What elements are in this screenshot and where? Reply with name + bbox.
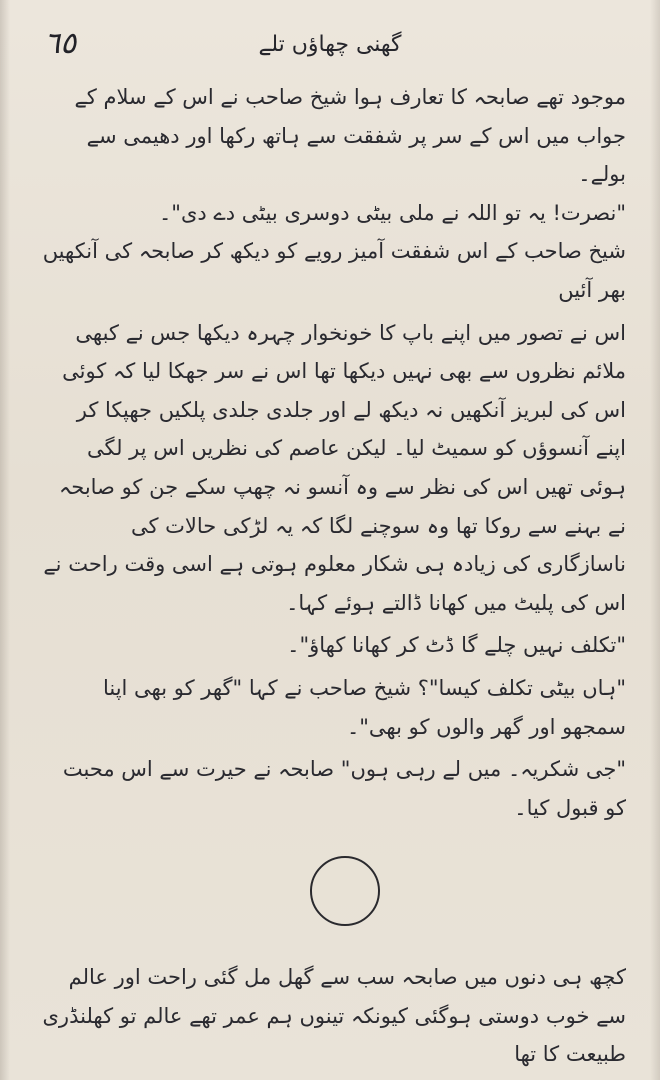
paragraph-introduction: موجود تھے صابحہ کا تعارف ہوا شیخ صاحب نے اس کے سلام کے جواب میں اس کے سر پر شفقت سے ہاتھ رکھا اور دھیمی سے بولے۔ [74,85,626,187]
bottom-text [40,958,626,1074]
running-head-title: گھنی چھاؤں تلے [258,32,402,57]
page-number: ٦٥ [44,26,77,61]
paragraph-friendship: کچھ ہی دنوں میں صابحہ سب سے گھل مل گئی راحت اور عالم سے خوب دوستی ہوگئی کیونکہ تینوں ہم عمر تھے عالم تو کھلنڈری طبیعت کا تھا [42,965,626,1067]
page-left-edge-shadow [0,0,10,1080]
section-break-circle [310,856,380,926]
paragraph-thanks: "جی شکریہ۔ میں لے رہی ہوں" صابحہ نے حیرت سے اس محبت کو قبول کیا۔ [62,757,626,820]
paragraph-no-formality: "تکلف نہیں چلے گا ڈٹ کر کھانا کھاؤ"۔ [287,633,626,658]
paragraph-tears: شیخ صاحب کے اس شفقت آمیز رویے کو دیکھ کر صابحہ کی آنکھیں بھر آئیں [42,239,626,302]
paragraph-father-memory: اس نے تصور میں اپنے باپ کا خونخوار چہرہ دیکھا جس نے کبھی ملائم نظروں سے بھی نہیں دیکھا تھا اس نے سر جھکا لیا کہ کوئی اس کی لبریز آنکھیں نہ دیکھ لے اور جلدی جلدی پلکیں جھپکا کر اپنے آنسوؤں کو سمیٹ لیا۔ لیکن عاصم کی نظریں اس پر لگی ہوئی تھیں اس کی نظر سے وہ آنسو نہ چھپ سکے جن کو صابحہ نے بہنے سے روکا تھا وہ سوچنے لگا کہ یہ لڑکی حالات کی ناسازگاری کی زیادہ ہی شکار معلوم ہوتی ہے اسی وقت راحت نے اس کی پلیٹ میں کھانا ڈالتے ہوئے کہا۔ [43,320,626,615]
body-text [40,78,626,827]
paragraph-nusrat-quote: "نصرت! یہ تو اللہ نے ملی بیٹی دوسری بیٹی دے دی"۔ [159,200,626,225]
page-right-edge-shadow [650,0,660,1080]
paragraph-sheikh-reply: "ہاں بیٹی تکلف کیسا"؟ شیخ صاحب نے کہا "گھر کو بھی اپنا سمجھو اور گھر والوں کو بھی"۔ [102,675,626,739]
